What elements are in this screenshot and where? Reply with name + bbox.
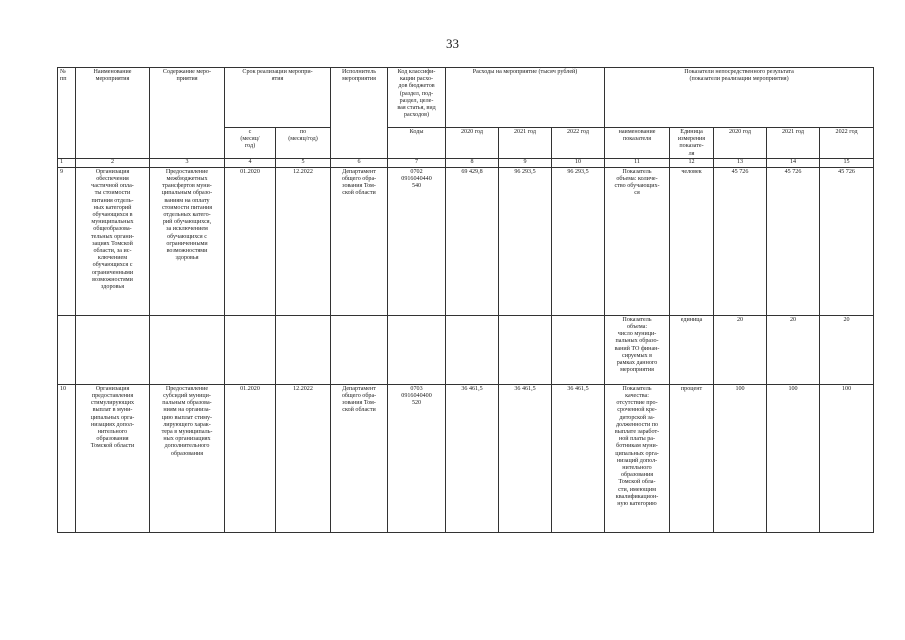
empty-cell xyxy=(276,315,331,384)
col-number: 14 xyxy=(767,158,820,167)
indicator-unit: человек xyxy=(670,167,714,315)
activities-table xyxy=(57,67,874,533)
header-indicators: Показатели непосредственного результата (показатели реализации мероприятия) xyxy=(605,68,874,128)
expense-2021: 96 293,5 xyxy=(499,167,552,315)
row-num: 10 xyxy=(58,384,76,532)
header-period: Срок реализации меропри- ятия xyxy=(225,68,331,128)
activity-content: Предоставление субсидий муници- пальным образова- ниям на организа- цию выплат стиму- лирующего харак- тера в муниципаль- ных организациях дополнительного образования xyxy=(150,384,225,532)
col-number: 2 xyxy=(76,158,150,167)
period-to: 12.2022 xyxy=(276,384,331,532)
col-number: 1 xyxy=(58,158,76,167)
col-number: 8 xyxy=(446,158,499,167)
table-row xyxy=(58,315,874,384)
header-expenses: Расходы на мероприятие (тысяч рублей) xyxy=(446,68,605,128)
empty-cell xyxy=(76,315,150,384)
header-exp-2020: 2020 год xyxy=(446,128,499,159)
header-exp-2021: 2021 год xyxy=(499,128,552,159)
period-from: 01.2020 xyxy=(225,384,276,532)
col-number: 11 xyxy=(605,158,670,167)
header-codes: Коды xyxy=(388,128,446,159)
indicator-2022: 45 726 xyxy=(820,167,874,315)
col-number: 9 xyxy=(499,158,552,167)
indicator-2020: 45 726 xyxy=(714,167,767,315)
col-number: 4 xyxy=(225,158,276,167)
header-unit: Единица измерения показате- ля xyxy=(670,128,714,159)
col-number: 13 xyxy=(714,158,767,167)
header-classification: Код классифи- кации расхо- дов бюджетов (раздел, под- раздел, целе- вая статья, вид расходов) xyxy=(388,68,446,128)
empty-cell xyxy=(150,315,225,384)
header-content: Содержание меро- приятия xyxy=(150,68,225,159)
indicator-name: Показатель объема: количе- ство обучающих- ся xyxy=(605,167,670,315)
budget-code: 0702 0916040440 540 xyxy=(388,167,446,315)
expense-2020: 69 429,8 xyxy=(446,167,499,315)
activity-name: Организация обеспечения частичной опла- ты стоимости питания отдель- ных категорий обучающихся в муниципальных общеобразова- тельных органи- зациях Томской области, за ис- ключением обучающихся с ограниченными возможностями здоровья xyxy=(76,167,150,315)
indicator-name: Показатель качества: отсутствие про- сроченной кре- диторской за- долженности по выплате заработ- ной платы ра- ботникам муни- ципальных орга- низаций допол- нительного образования Томской обла- сти, имеющим квалификацион- ную категорию xyxy=(605,384,670,532)
indicator-2021: 100 xyxy=(767,384,820,532)
indicator-unit: процент xyxy=(670,384,714,532)
executor: Департамент общего обра- зования Том- ской области xyxy=(331,167,388,315)
empty-cell xyxy=(446,315,499,384)
header-ind-2022: 2022 год xyxy=(820,128,874,159)
activity-name: Организация предоставления стимулирующих выплат в муни- ципальных орга- низациях допол- нительного образования Томской области xyxy=(76,384,150,532)
expense-2021: 36 461,5 xyxy=(499,384,552,532)
indicator-2020: 20 xyxy=(714,315,767,384)
expense-2020: 36 461,5 xyxy=(446,384,499,532)
activity-content: Предоставление межбюджетных трансфертов муни- ципальным образо- ваниям на оплату стоимости питания отдельных катего- рий обучающихся, за исключением обучающихся с ограниченными возможностями здоровья xyxy=(150,167,225,315)
empty-cell xyxy=(331,315,388,384)
col-number: 15 xyxy=(820,158,874,167)
indicator-2022: 20 xyxy=(820,315,874,384)
row-num: 9 xyxy=(58,167,76,315)
indicator-2021: 45 726 xyxy=(767,167,820,315)
table-row xyxy=(58,384,874,532)
indicator-unit: единица xyxy=(670,315,714,384)
header-name: Наименование мероприятия xyxy=(76,68,150,159)
col-number: 5 xyxy=(276,158,331,167)
col-number: 10 xyxy=(552,158,605,167)
indicator-2020: 100 xyxy=(714,384,767,532)
empty-cell xyxy=(552,315,605,384)
budget-code: 0703 0916040400 520 xyxy=(388,384,446,532)
period-from: 01.2020 xyxy=(225,167,276,315)
table-row xyxy=(58,167,874,315)
header-executor: Исполнитель мероприятия xyxy=(331,68,388,159)
empty-cell xyxy=(225,315,276,384)
header-num: № пп xyxy=(58,68,76,159)
col-number: 12 xyxy=(670,158,714,167)
header-from: с (месяц/ год) xyxy=(225,128,276,159)
column-number-row xyxy=(58,158,874,167)
header-to: по (месяц/год) xyxy=(276,128,331,159)
header-indicator-name: наименование показателя xyxy=(605,128,670,159)
empty-cell xyxy=(499,315,552,384)
header-ind-2020: 2020 год xyxy=(714,128,767,159)
page-number: 33 xyxy=(446,36,459,51)
expense-2022: 96 293,5 xyxy=(552,167,605,315)
header-ind-2021: 2021 год xyxy=(767,128,820,159)
header-row-top xyxy=(58,68,874,128)
executor: Департамент общего обра- зования Том- ской области xyxy=(331,384,388,532)
indicator-2022: 100 xyxy=(820,384,874,532)
indicator-name: Показатель объема: число муници- пальных образо- ваний ТО финан- сируемых в рамках данного мероприятия xyxy=(605,315,670,384)
col-number: 7 xyxy=(388,158,446,167)
header-exp-2022: 2022 год xyxy=(552,128,605,159)
col-number: 3 xyxy=(150,158,225,167)
empty-cell xyxy=(58,315,76,384)
indicator-2021: 20 xyxy=(767,315,820,384)
expense-2022: 36 461,5 xyxy=(552,384,605,532)
empty-cell xyxy=(388,315,446,384)
period-to: 12.2022 xyxy=(276,167,331,315)
col-number: 6 xyxy=(331,158,388,167)
